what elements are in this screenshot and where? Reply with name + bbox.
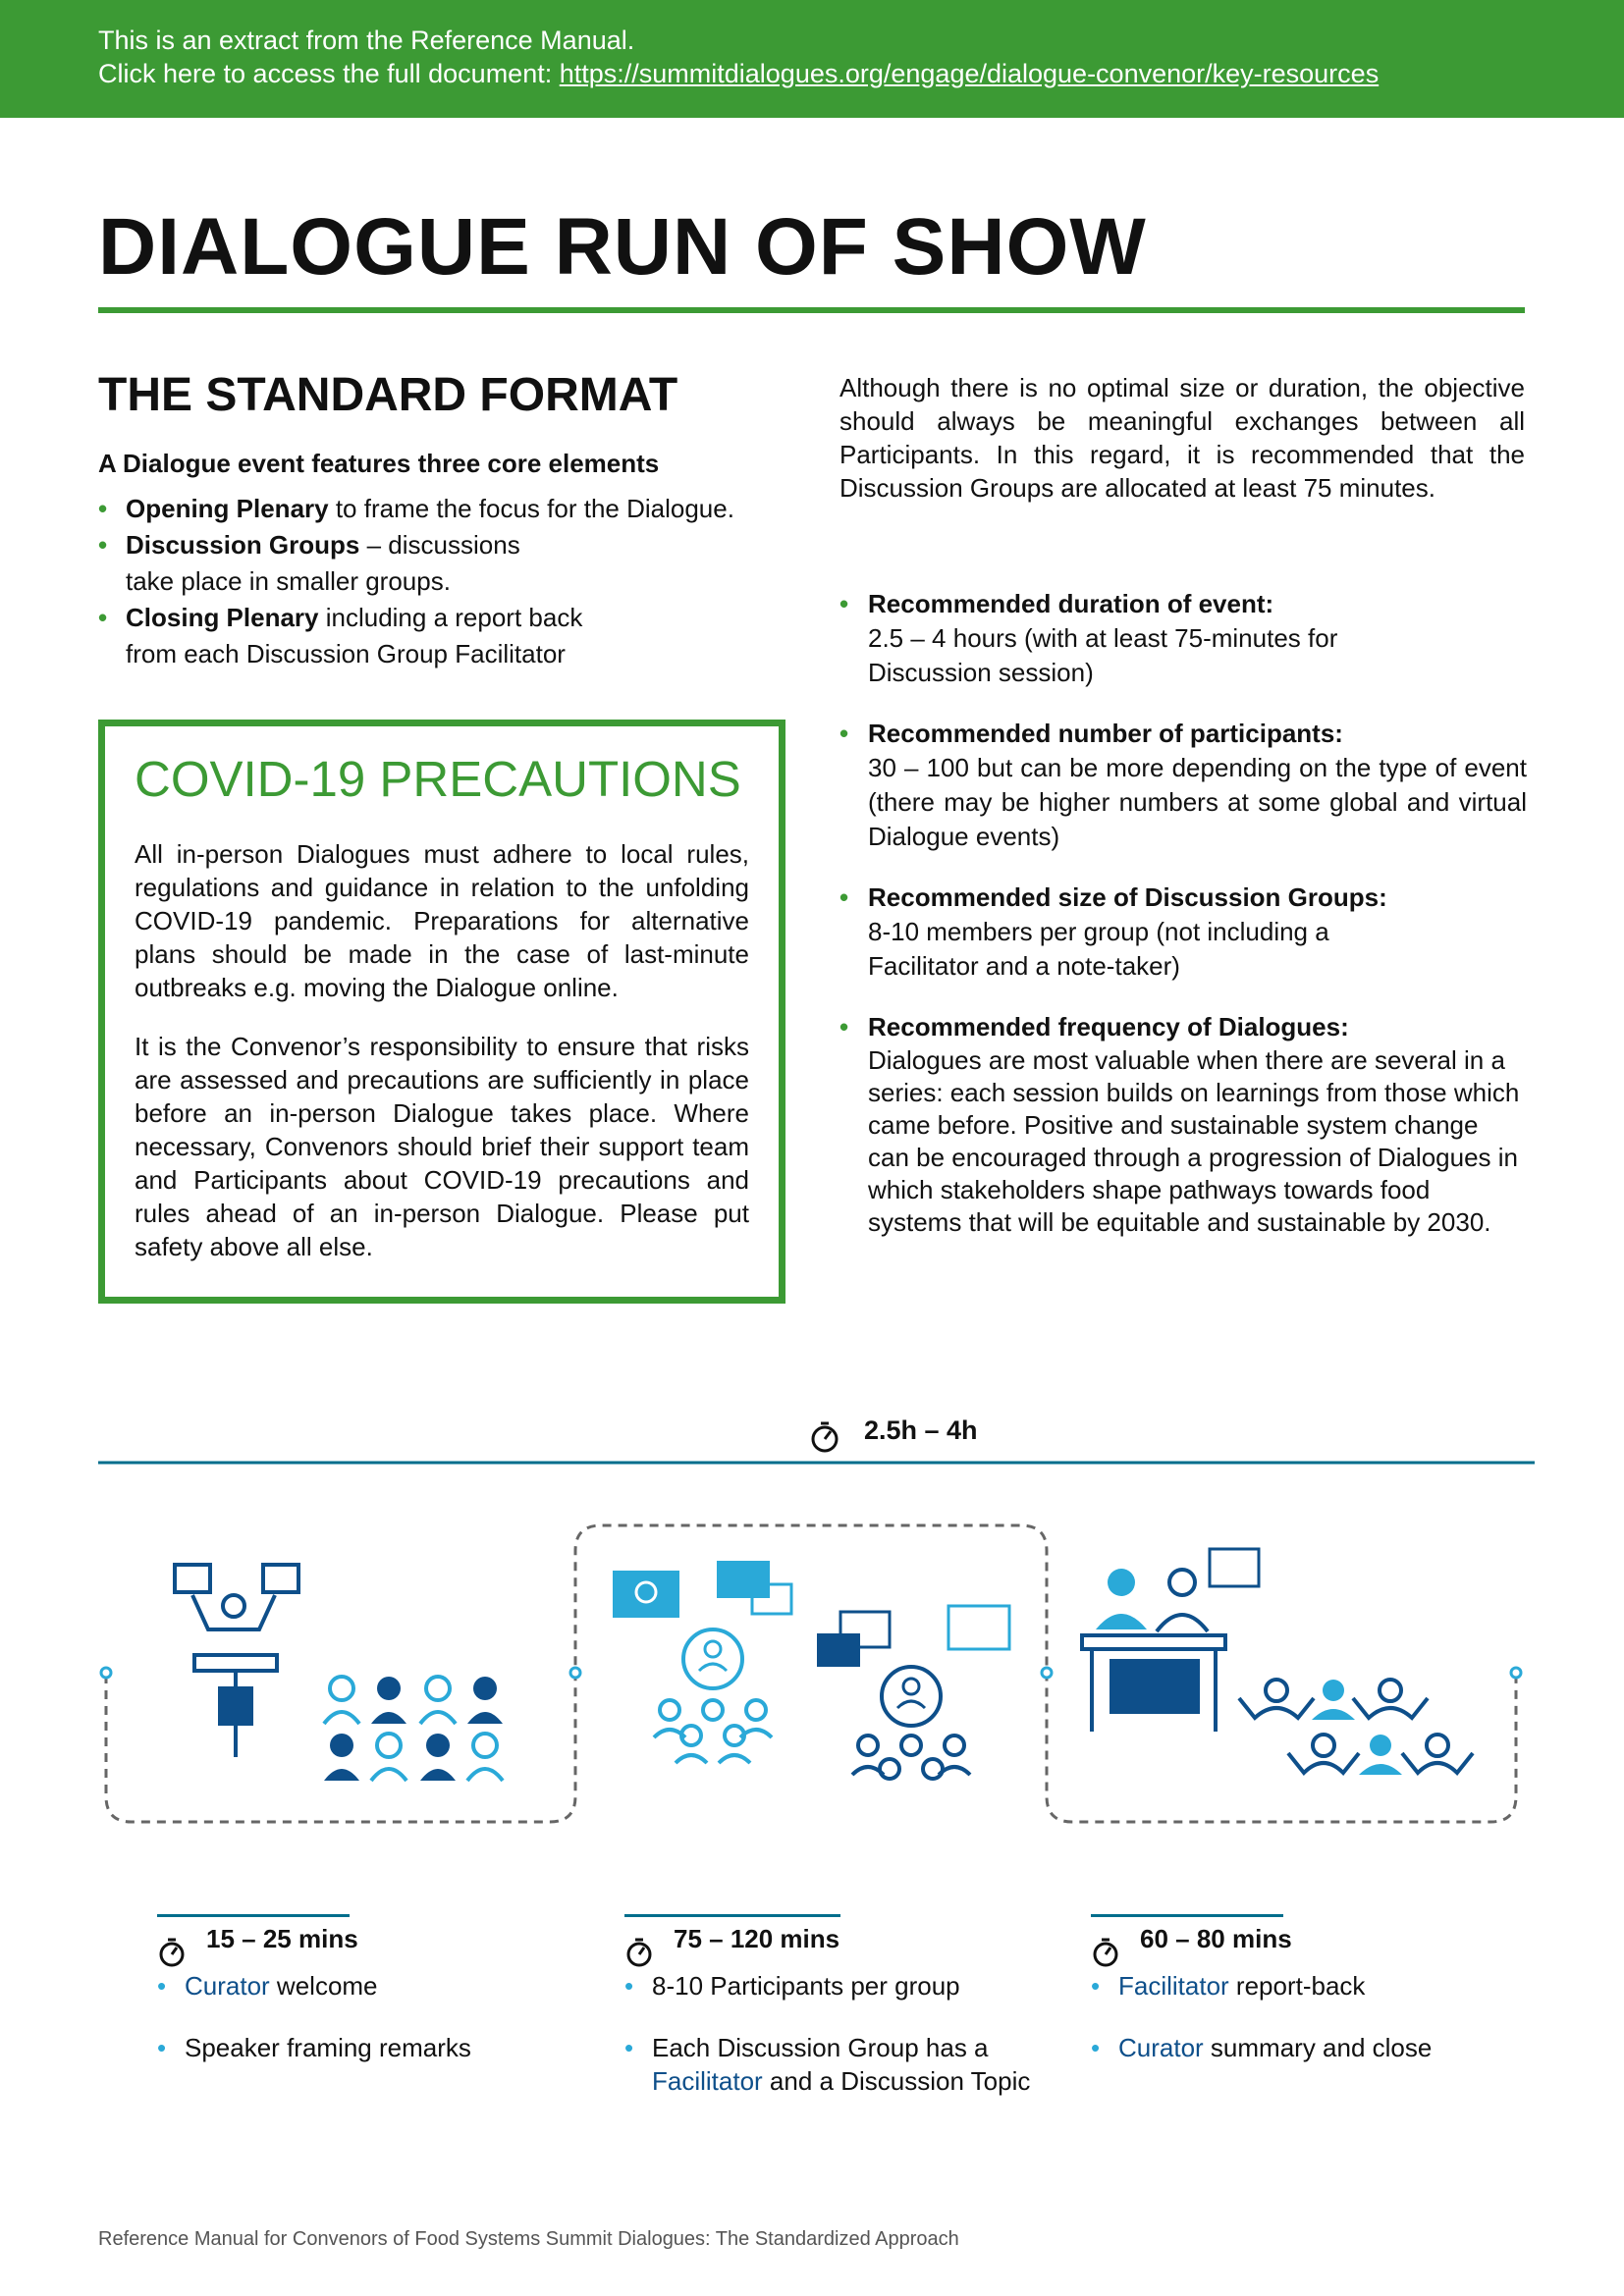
recommendation-item bbox=[839, 881, 1527, 984]
cheering-audience-icon bbox=[1239, 1680, 1473, 1775]
role-term: Facilitator bbox=[1118, 1971, 1229, 2001]
phase-item bbox=[157, 2031, 550, 2064]
recommendations-list bbox=[839, 587, 1527, 1265]
banner-line-1: This is an extract from the Reference Manual. bbox=[98, 26, 635, 55]
bullet-icon: • bbox=[98, 603, 108, 632]
core-element-name: Discussion Groups bbox=[126, 530, 360, 560]
recommendation-text: 8-10 members per group (not including a Facilitator and a note-taker) bbox=[868, 917, 1329, 981]
core-element-name: Opening Plenary bbox=[126, 494, 329, 523]
closing-plenary-illustration bbox=[1082, 1549, 1473, 1775]
core-element-item bbox=[98, 491, 785, 527]
phase-item-text: Each Discussion Group has a bbox=[652, 2033, 989, 2062]
recommendation-heading: Recommended size of Discussion Groups: bbox=[868, 882, 1387, 912]
top-banner bbox=[0, 0, 1624, 118]
covid-paragraph-2: It is the Convenor’s responsibility to ensure that risks are assessed and precautions are sufficiently in place before an in-person Dialogue takes place. Where necessary, Convenors should brief their support team and Participants about COVID-19 precautions and rules ahead of an in-person Dialogue. Please put safety above all else. bbox=[135, 1032, 749, 1261]
timeline-nodes bbox=[101, 1668, 1521, 1678]
opening-plenary-illustration bbox=[175, 1565, 503, 1781]
phase-item-text: Speaker framing remarks bbox=[185, 2033, 471, 2062]
bullet-icon: • bbox=[839, 1012, 849, 1041]
full-document-link[interactable]: https://summitdialogues.org/engage/dialogue-convenor/key-resources bbox=[559, 59, 1380, 88]
banner-link-prefix: Click here to access the full document: bbox=[98, 59, 560, 88]
standard-format-heading: THE STANDARD FORMAT bbox=[98, 369, 678, 421]
phase-duration: 60 – 80 mins bbox=[1140, 1924, 1292, 1953]
recommendation-text: 30 – 100 but can be more depending on the type of event (there may be higher numbers at some global and virtual Dialogue events) bbox=[868, 753, 1527, 851]
run-of-show-timeline bbox=[0, 1404, 1624, 1865]
bullet-icon: • bbox=[839, 882, 849, 912]
bullet-icon: • bbox=[157, 1971, 167, 2001]
covid-paragraph-1: All in-person Dialogues must adhere to local rules, regulations and guidance in relation to the unfolding COVID-19 pandemic. Preparations for alternative plans should be made in the case of last-minute outbreaks e.g. moving the Dialogue online. bbox=[135, 839, 749, 1002]
phase-duration: 75 – 120 mins bbox=[674, 1924, 840, 1953]
recommendation-heading: Recommended duration of event: bbox=[868, 589, 1274, 618]
total-duration-label: 2.5h – 4h bbox=[864, 1415, 978, 1445]
chat-bubble-icon bbox=[717, 1561, 770, 1598]
phase-item bbox=[1091, 2031, 1484, 2064]
phase-item bbox=[624, 2031, 1035, 2098]
core-element-item bbox=[98, 527, 548, 600]
recommendation-item bbox=[839, 587, 1527, 690]
stopwatch-icon bbox=[813, 1423, 837, 1451]
role-term: Facilitator bbox=[652, 2066, 763, 2096]
phase-items bbox=[624, 1969, 1031, 2126]
core-elements-subheading: A Dialogue event features three core elements bbox=[98, 449, 660, 478]
core-element-text: – discussions take place in smaller groups. bbox=[126, 530, 520, 596]
discussion-groups-illustration bbox=[613, 1561, 1009, 1779]
bullet-icon: • bbox=[1091, 2033, 1101, 2062]
core-element-text: including a report back from each Discussion Group Facilitator bbox=[126, 603, 583, 668]
phase-item-text-2: and a Discussion Topic bbox=[762, 2066, 1031, 2096]
bullet-icon: • bbox=[839, 589, 849, 618]
stopwatch-icon bbox=[157, 1936, 187, 1969]
phase-duration: 15 – 25 mins bbox=[206, 1924, 358, 1953]
phase-item bbox=[1091, 1969, 1484, 2002]
title-divider bbox=[98, 307, 1525, 313]
role-term: Curator bbox=[185, 1971, 270, 2001]
stopwatch-icon bbox=[624, 1936, 654, 1969]
phase-items bbox=[1091, 1969, 1484, 2093]
core-element-text: to frame the focus for the Dialogue. bbox=[328, 494, 734, 523]
bullet-icon: • bbox=[624, 2033, 634, 2062]
bullet-icon: • bbox=[624, 1971, 634, 2001]
core-element-name: Closing Plenary bbox=[126, 603, 319, 632]
phase-item bbox=[157, 1969, 550, 2002]
recommendation-heading: Recommended number of participants: bbox=[868, 719, 1343, 748]
recommendation-text: 2.5 – 4 hours (with at least 75-minutes for Discussion session) bbox=[868, 623, 1338, 687]
stopwatch-icon bbox=[1091, 1936, 1120, 1969]
bullet-icon: • bbox=[98, 494, 108, 523]
intro-paragraph: Although there is no optimal size or duration, the objective should always be meaningful exchanges between all Participants. In this regard, it is recommended that the Discussion Groups are allocated at least 75 minutes. bbox=[839, 373, 1525, 503]
phase-rule bbox=[624, 1914, 840, 1917]
role-term: Curator bbox=[1118, 2033, 1204, 2062]
recommendation-heading: Recommended frequency of Dialogues: bbox=[868, 1012, 1349, 1041]
phase-item-text: 8-10 Participants per group bbox=[652, 1971, 960, 2001]
phase-item bbox=[624, 1969, 1017, 2002]
timeline-node bbox=[1511, 1668, 1521, 1678]
timeline-node bbox=[1042, 1668, 1052, 1678]
covid-precautions-box bbox=[98, 720, 785, 1304]
phase-item-text: report-back bbox=[1228, 1971, 1366, 2001]
page-footer: Reference Manual for Convenors of Food Systems Summit Dialogues: The Standardized Approach bbox=[98, 2228, 959, 2250]
phase-item-text: summary and close bbox=[1203, 2033, 1433, 2062]
bullet-icon: • bbox=[839, 719, 849, 748]
phase-bracket bbox=[106, 1525, 1516, 1822]
timeline-node bbox=[570, 1668, 580, 1678]
bullet-icon: • bbox=[157, 2033, 167, 2062]
phase-rule bbox=[157, 1914, 350, 1917]
timeline-node bbox=[101, 1668, 111, 1678]
chat-bubble-icon bbox=[1210, 1549, 1259, 1586]
recommendation-text: Dialogues are most valuable when there are several in a series: each session builds on learnings from those which came before. Positive and sustainable system change can be encouraged through a progression of Dialogues in which stakeholders shape pathways towards food systems that will be equitable and sustainable by 2030. bbox=[868, 1045, 1520, 1237]
audience-icon bbox=[324, 1677, 503, 1781]
recommendation-item bbox=[839, 717, 1527, 854]
bullet-icon: • bbox=[98, 530, 108, 560]
phase-rule bbox=[1091, 1914, 1283, 1917]
core-element-item bbox=[98, 600, 626, 672]
banner-line-2 bbox=[98, 57, 1624, 90]
phase-items bbox=[157, 1969, 550, 2093]
page-title: DIALOGUE RUN OF SHOW bbox=[98, 202, 1147, 292]
recommendation-item bbox=[839, 1010, 1527, 1239]
phase-item-text: welcome bbox=[269, 1971, 378, 2001]
bullet-icon: • bbox=[1091, 1971, 1101, 2001]
core-elements-list bbox=[98, 491, 785, 672]
covid-heading: COVID-19 PRECAUTIONS bbox=[135, 751, 741, 807]
